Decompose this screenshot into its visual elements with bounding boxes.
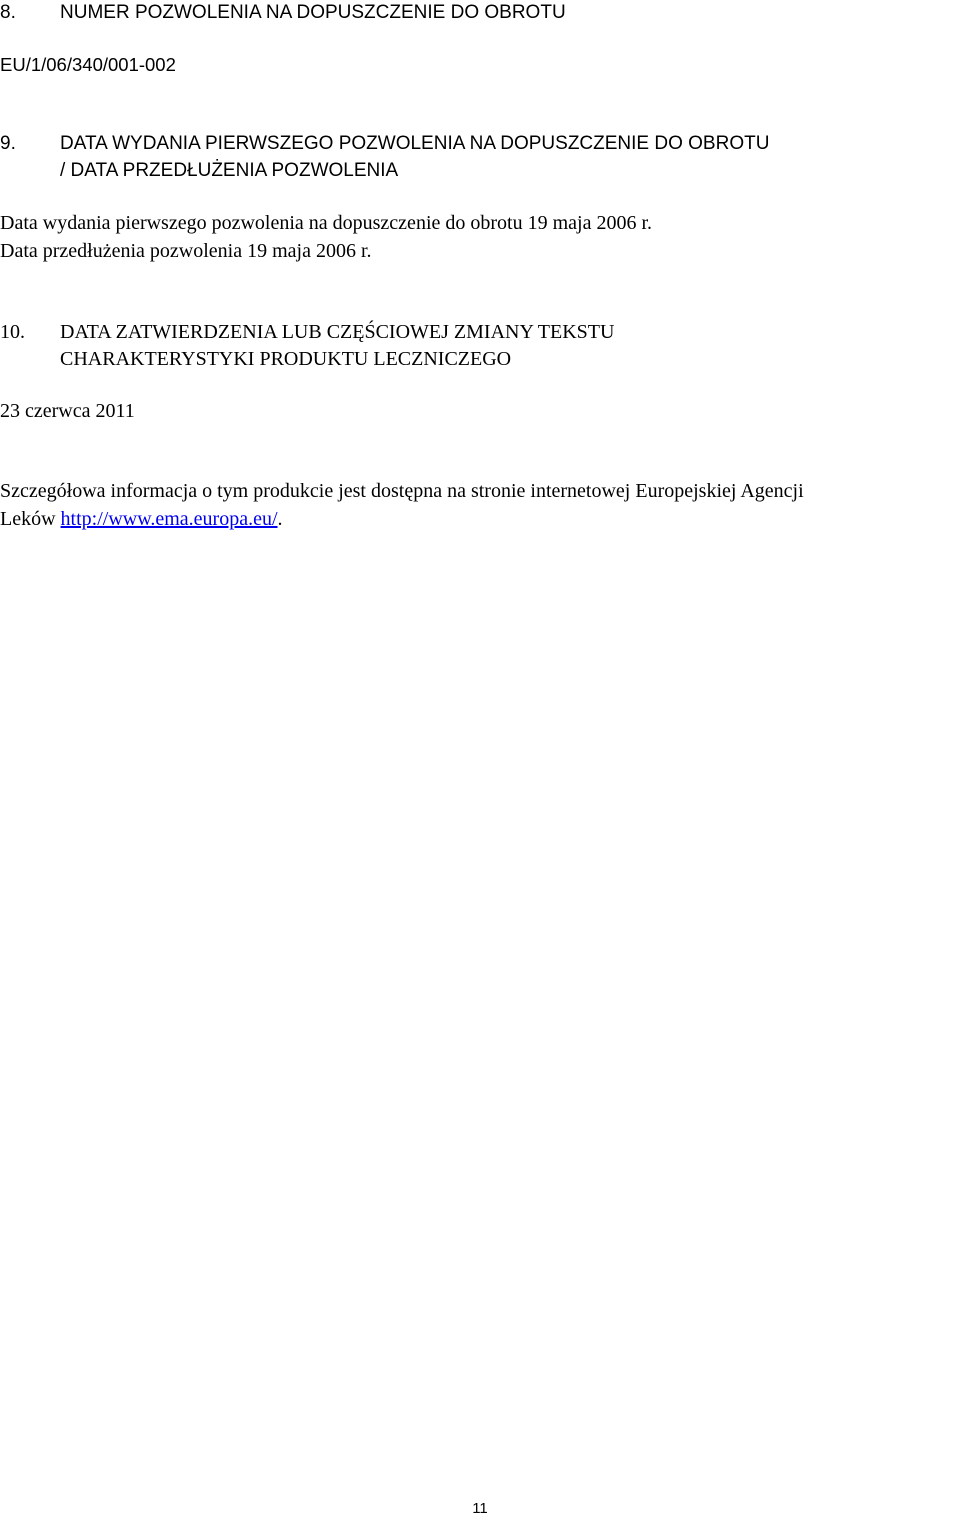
revision-date: 23 czerwca 2011 — [0, 400, 135, 422]
page-number: 11 — [472, 1500, 488, 1517]
section-10-title-line2: CHARAKTERYSTYKI PRODUKTU LECZNICZEGO — [60, 348, 512, 370]
info-line-2-suffix: . — [277, 508, 283, 530]
section-10-title-line1: DATA ZATWIERDZENIA LUB CZĘŚCIOWEJ ZMIANY TEKSTU — [60, 321, 615, 343]
info-line-1: Szczegółowa informacja o tym produkcie jest dostępna na stronie internetowej Europejskiej Agencji — [0, 480, 804, 502]
section-8-title: NUMER POZWOLENIA NA DOPUSZCZENIE DO OBROTU — [60, 2, 566, 23]
section-10-number: 10. — [0, 321, 25, 343]
ema-website-link[interactable]: http://www.ema.europa.eu/ — [60, 508, 278, 530]
section-8-number: 8. — [0, 2, 16, 23]
info-line-2 — [0, 506, 283, 533]
section-9-title-line1: DATA WYDANIA PIERWSZEGO POZWOLENIA NA DOPUSZCZENIE DO OBROTU — [60, 133, 770, 154]
renewal-date: Data przedłużenia pozwolenia 19 maja 2006 r. — [0, 240, 372, 262]
first-issue-date: Data wydania pierwszego pozwolenia na dopuszczenie do obrotu 19 maja 2006 r. — [0, 212, 653, 234]
section-9-title-line2: / DATA PRZEDŁUŻENIA POZWOLENIA — [60, 160, 399, 181]
info-line-2-prefix: Leków — [0, 508, 61, 530]
section-9-number: 9. — [0, 133, 16, 154]
marketing-authorisation-number: EU/1/06/340/001-002 — [0, 54, 176, 75]
